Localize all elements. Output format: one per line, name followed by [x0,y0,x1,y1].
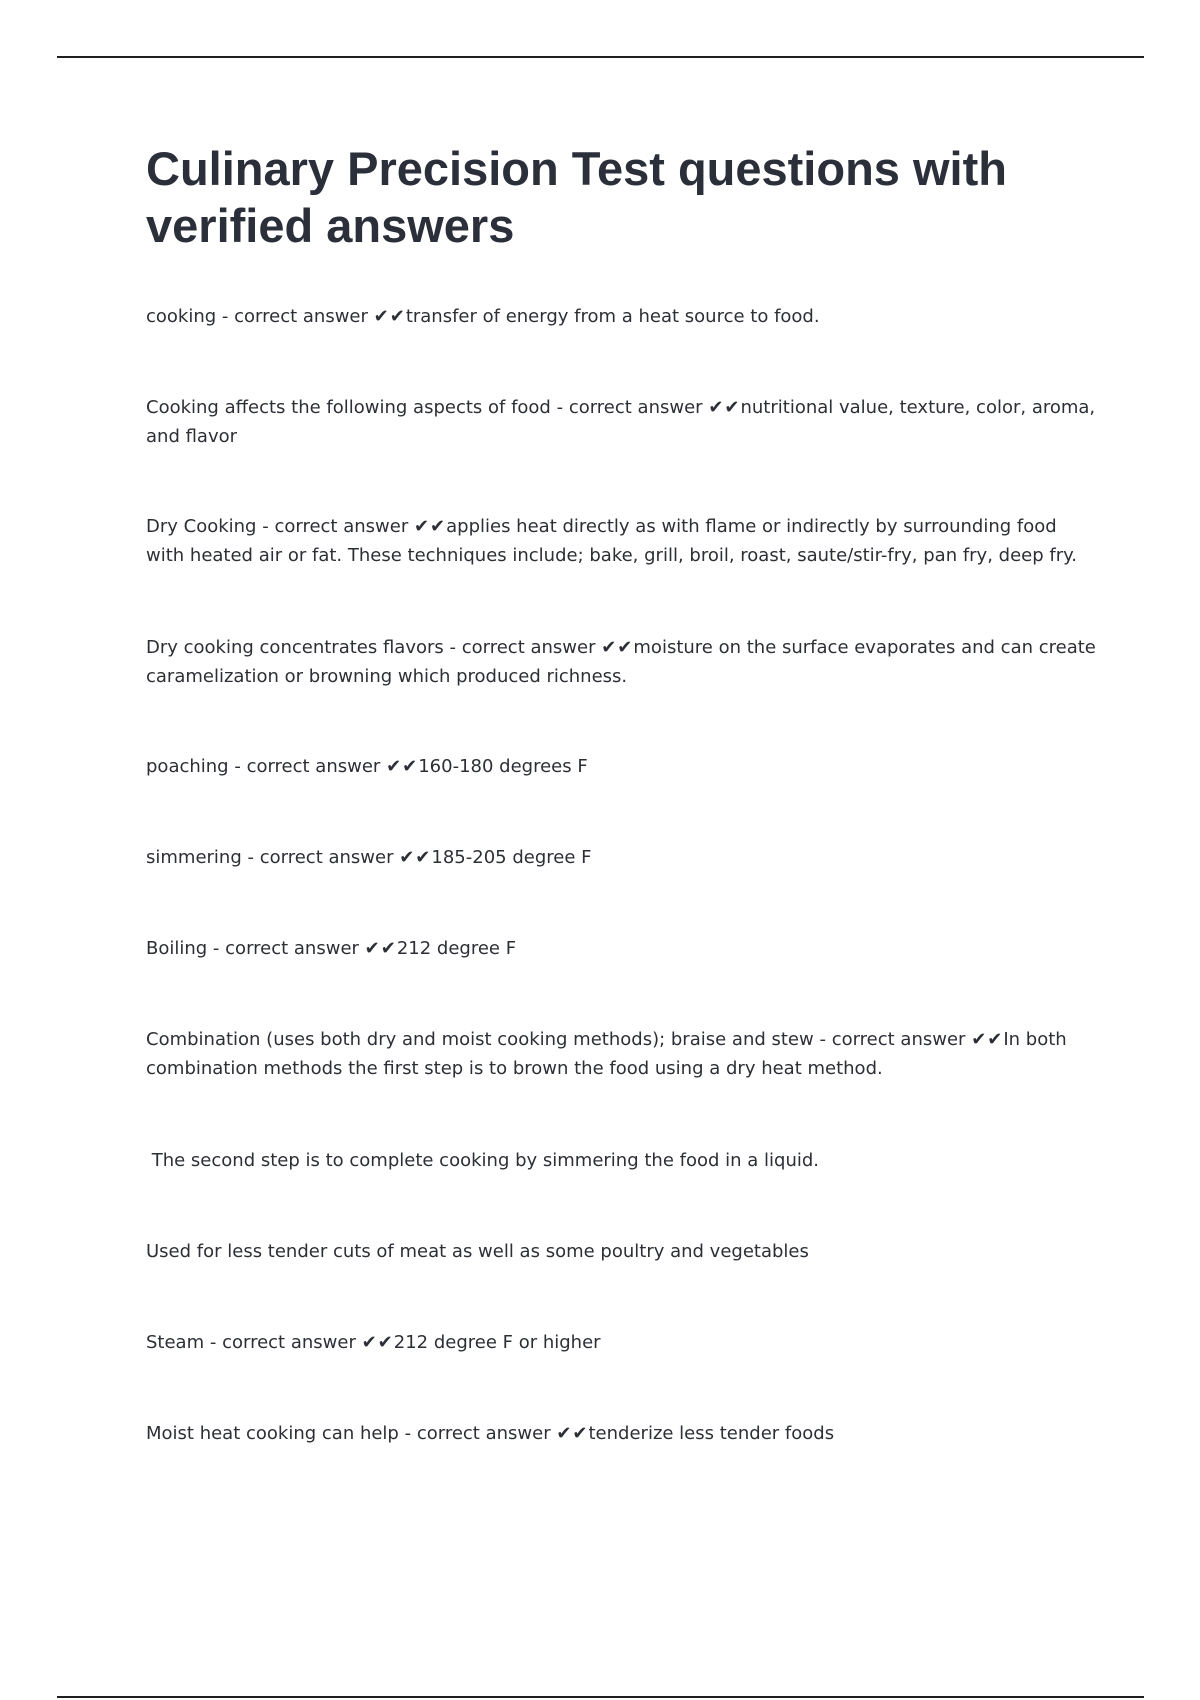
double-check-icon: ✔✔ [386,756,419,777]
qa-item [146,393,1096,451]
qa-answer: moisture on the surface evaporates and can create caramelization or browning which produced richness. [146,637,1096,687]
qa-answer: 160-180 degrees F [418,756,588,777]
qa-answer: In both combination methods the first step is to brown the food using a dry heat method. [146,1029,1067,1079]
answer-marker: correct answer [831,1029,966,1050]
qa-answer: transfer of energy from a heat source to food. [405,306,820,327]
qa-separator: - [398,1423,417,1444]
answer-marker: correct answer [416,1423,551,1444]
double-check-icon: ✔✔ [361,1332,394,1353]
qa-term: Combination (uses both dry and moist cooking methods); braise and stew [146,1029,814,1050]
qa-term: Boiling [146,938,208,959]
qa-answer: 185-205 degree F [431,847,592,868]
qa-item [146,1025,1096,1083]
qa-answer: nutritional value, texture, color, aroma, and flavor [146,397,1096,447]
qa-term: Cooking affects the following aspects of food [146,397,551,418]
qa-answer: tenderize less tender foods [588,1423,835,1444]
qa-separator: - [443,637,462,658]
double-check-icon: ✔✔ [399,847,432,868]
qa-separator: - [207,938,226,959]
double-check-icon: ✔✔ [413,516,447,537]
answer-marker: correct answer [568,397,703,418]
answer-marker: correct answer [225,938,359,959]
qa-separator: - [256,516,275,537]
qa-answer: applies heat directly as with flame or indirectly by surrounding food with heated air or fat. These techniques include; bake, grill, broil, roast, saute/stir-fry, pan fry, deep fry. [146,516,1077,566]
double-check-icon: ✔✔ [708,397,741,418]
qa-item [146,843,1096,872]
qa-separator: - [228,756,247,777]
answer-marker: correct answer [246,756,381,777]
answer-marker: correct answer [274,516,409,537]
qa-separator: - [813,1029,832,1050]
page-title: Culinary Precision Test questions with verified answers [146,142,1007,252]
answer-marker: correct answer [222,1332,356,1353]
bottom-rule [57,1696,1144,1698]
note-text: Used for less tender cuts of meat as well as some poultry and vegetables [146,1241,809,1262]
qa-term: Dry cooking concentrates flavors [146,637,444,658]
answer-marker: correct answer [259,847,394,868]
qa-separator: - [216,306,235,327]
qa-separator: - [550,397,569,418]
qa-item [146,934,1096,963]
qa-term: cooking [146,306,217,327]
qa-separator: - [204,1332,223,1353]
double-check-icon: ✔✔ [601,637,634,658]
top-rule [57,56,1144,58]
double-check-icon: ✔✔ [971,1029,1004,1050]
note-text: The second step is to complete cooking by simmering the food in a liquid. [146,1150,820,1171]
qa-item [146,302,1096,331]
qa-item [146,752,1096,781]
qa-item [146,633,1096,691]
qa-term: Moist heat cooking can help [146,1423,399,1444]
qa-item [146,1419,1096,1448]
qa-term: Steam [146,1332,205,1353]
qa-item [146,1328,1096,1357]
qa-answer: 212 degree F [396,938,517,959]
answer-marker: correct answer [461,637,596,658]
qa-answer: 212 degree F or higher [393,1332,601,1353]
qa-term: simmering [146,847,242,868]
answer-marker: correct answer [234,306,368,327]
double-check-icon: ✔✔ [364,938,397,959]
qa-item [146,512,1096,570]
qa-separator: - [241,847,260,868]
double-check-icon: ✔✔ [373,306,406,327]
qa-term: poaching [146,756,229,777]
qa-term: Dry Cooking [146,516,257,537]
double-check-icon: ✔✔ [556,1423,589,1444]
